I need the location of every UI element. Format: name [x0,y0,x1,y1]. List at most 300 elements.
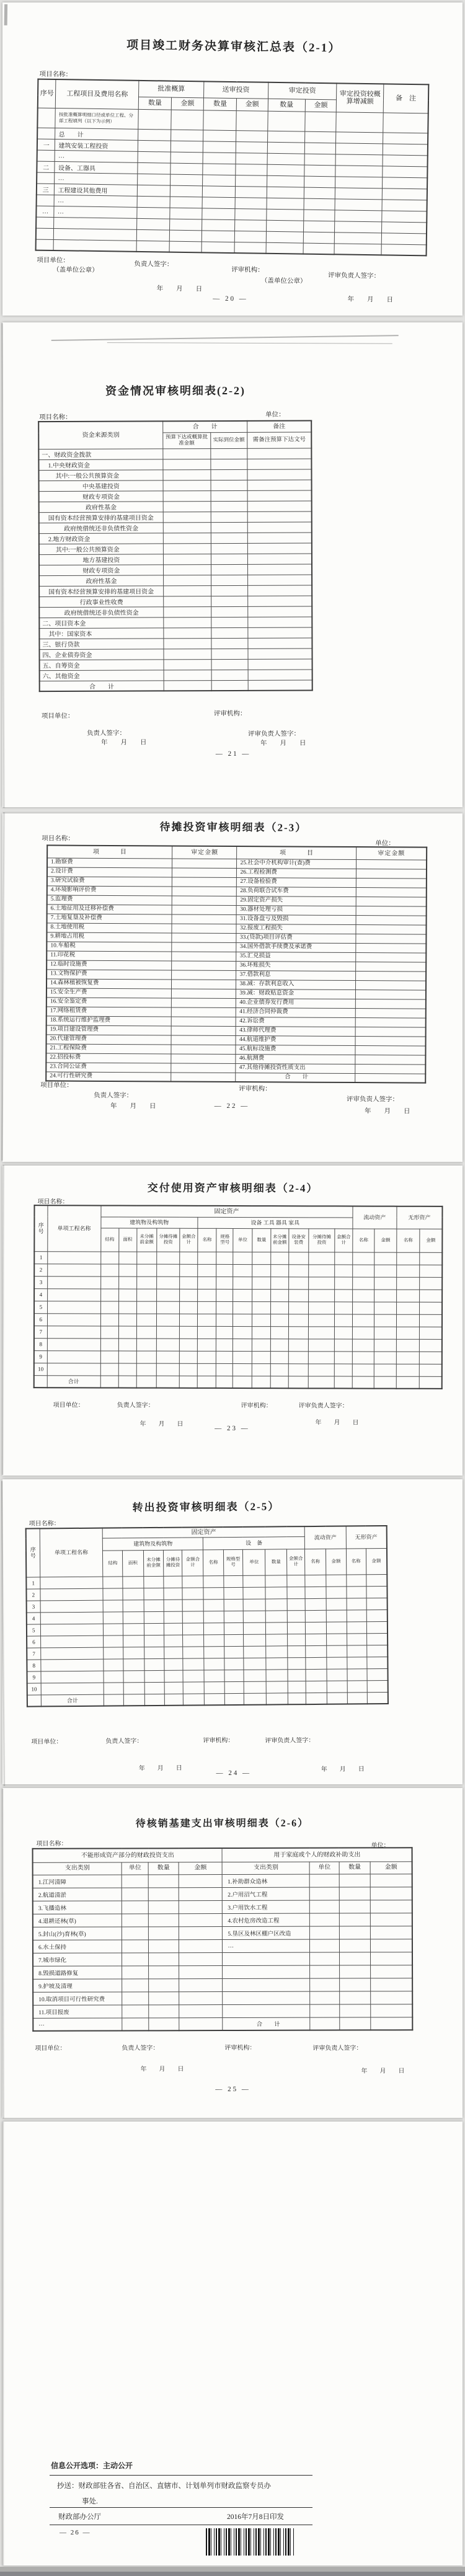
cell [265,1587,287,1598]
cell-item-left: 12.临时设施费 [46,960,172,970]
cell [266,1669,288,1681]
cell [149,1926,179,1939]
cell [204,1646,224,1658]
cell [216,1376,233,1388]
cell [336,131,383,143]
cell [163,511,211,522]
cell [327,1645,347,1657]
cell [211,659,248,670]
cell [236,164,267,175]
cell [233,1363,252,1376]
issue-date-label: 2016年7月8日印发 [227,2513,284,2521]
unit-of-measure-label: 单位： [375,840,395,848]
cell [180,1277,198,1289]
cell [170,197,203,208]
cell [310,2004,340,2017]
cell [163,606,211,617]
cell-name [47,1288,100,1301]
cell [383,112,428,133]
cell [211,448,247,459]
cell-category-right: 4.农村危房改造工程 [223,1913,310,1926]
cell [172,998,236,1007]
cell [137,185,170,197]
cell [252,1339,270,1351]
cell-item-left: 16.安全鉴定费 [46,997,172,1007]
cell [216,1351,233,1363]
col-header-unit: 单位 [122,1862,148,1874]
cell [172,979,236,989]
cell [163,533,211,543]
cell [164,638,211,648]
cell [308,1376,334,1388]
cell-source: 2.地方财政资金 [39,533,163,544]
cell [100,1350,118,1363]
date-label: 年 月 日 [156,285,203,293]
cell [339,1900,370,1913]
cell [172,858,237,868]
cell [339,1939,370,1952]
cell-item-right: 合 计 [236,1073,355,1082]
col-header-amt: 金额 [179,1862,222,1874]
cell-source: 国有资本经营预算安排的基建项目资金 [39,585,163,596]
cell-name: 合计 [47,1375,100,1388]
cell [247,511,311,522]
cell-item-right: 27.设备检验费 [237,877,356,887]
cell-item-left: 9.耕地占用税 [46,932,172,942]
cell [371,1939,412,1952]
table-row [39,554,312,565]
cell [270,1376,288,1388]
cell [202,230,235,242]
cell [339,1913,370,1926]
table-row [33,1978,412,1992]
date-label: 年 月 日 [138,1764,182,1773]
cell [346,1574,366,1586]
divider-line [50,2475,312,2476]
cell-name [47,1326,100,1338]
cell [381,221,427,233]
cell-name [47,1313,100,1326]
cell [216,1264,233,1277]
cell [288,1289,308,1301]
cell [347,1668,367,1680]
cell [100,1326,118,1338]
page-edge-shadow [2,1789,4,2118]
cell [356,943,426,953]
cell [123,1576,144,1588]
cell [288,1693,306,1704]
transferred-investment-table [25,1525,389,1707]
cell-seq [36,217,54,228]
cell [169,241,202,253]
cell [149,2017,179,2030]
cell [224,1634,244,1646]
col-header-seq: 序号 [34,1205,47,1251]
cell-source: 财政专项资金 [39,564,163,575]
cell [247,459,311,469]
table-row [33,1900,412,1914]
cell-category-left: 4.退耕还林(草) [33,1913,122,1926]
cell [335,1314,352,1326]
cell-seq: … [36,206,54,217]
cell [203,1587,224,1599]
cell [164,680,211,691]
cell [374,1364,397,1376]
col-header-group-right: 用于家庭或个人的财政补助支出 [223,1848,412,1862]
table-row [39,501,312,513]
col-header-asset-amt: 金额 [420,1229,443,1252]
cell-item-right: 32.报废工程损失 [236,924,356,934]
cell [397,1265,420,1277]
cell [163,564,211,575]
cell [356,934,426,944]
cell [122,1965,149,1978]
cell [211,511,247,522]
cell [309,1252,335,1264]
cell-source: 政府统借统还非负债性资金 [39,606,163,617]
page-number: — 23 — [215,1424,250,1433]
cell [170,208,203,219]
cell [183,1622,204,1634]
cell [163,490,211,501]
cell [100,1301,118,1313]
cell [335,165,383,177]
cell [233,1376,252,1388]
cell [335,232,382,244]
sign-label: 负责人签字： [122,2045,159,2052]
cell [420,1277,443,1290]
cell [248,585,312,596]
cell [204,1622,224,1634]
cell [172,895,237,905]
cell [356,1008,426,1018]
cell-item-left: 8.土地使用税 [46,923,172,932]
cell-source: 其中:一般公共预算资金 [38,469,162,480]
project-name-label: 项目名称： [37,1198,69,1206]
cell-item-right: 34.国外借款手续费及承诺费 [236,942,356,952]
cell [306,1622,327,1634]
cell [138,140,170,152]
cell [104,1682,124,1694]
cell [136,229,169,241]
cell-category-right: 2.户用沼气工程 [223,1887,310,1900]
cell [211,490,247,501]
page-title: 资金情况审核明细表(2-2) [105,384,246,397]
cell [211,501,247,511]
cell [340,2004,371,2017]
col-header-category: 支出类别 [33,1862,122,1874]
cell [288,1301,308,1314]
cell [248,617,312,627]
cell [266,242,304,254]
cell [327,1657,347,1669]
page-title: 待摊投资审核明细表（2-3） [159,821,308,834]
cell [100,1363,118,1375]
table-row [39,522,312,534]
cell [179,1376,197,1388]
cell [339,1874,370,1887]
cell-item-right: 28.负荷联合试车费 [237,887,356,896]
cell [198,1252,216,1264]
cell [252,1277,270,1289]
cell [339,1887,370,1900]
date-label: 年 月 日 [110,1102,156,1110]
col-header-amt: 金额 [171,97,204,110]
cell [170,130,203,141]
cell-name: 按批准概算明细口径或单位工程、分部工程填列（以下为示例） [55,108,138,129]
col-header-asset-amt: 金额 [326,1549,346,1575]
cell [366,1645,388,1657]
cell [248,554,312,564]
cell [136,1277,156,1289]
cell [347,1633,366,1645]
cell [169,230,202,242]
cell-seq [37,128,55,139]
cell [235,208,267,220]
cell [419,1376,442,1389]
sign-label: 负责人签字： [94,1092,133,1100]
cell [216,1277,233,1289]
writeoff-expenditure-table [32,1847,414,2032]
cell [266,1681,288,1693]
review-org-label: 评审机构： [213,710,247,718]
cell [144,1647,164,1658]
cell [236,110,268,131]
cell [309,1277,335,1289]
cell [211,606,247,617]
cell [326,1575,347,1587]
cell [170,141,203,153]
cell [265,1575,287,1587]
col-header-unit: 单位 [309,1862,339,1874]
table-row [33,1965,412,1979]
cell-item-right: 47.其他待摊投资性质支出 [236,1063,355,1073]
cell [244,1658,266,1670]
cell [352,1290,374,1302]
cell [310,1939,340,1952]
unit-label: 项目单位： [37,257,69,265]
cell-source: 其中：国家资本 [39,627,163,639]
cell-name [40,1588,104,1601]
cell-seq: 10 [34,1363,47,1375]
col-header-category: 支出类别 [223,1862,310,1874]
cell [248,627,312,638]
col-header-fixed-assets: 固定资产 [103,1526,305,1538]
cell [266,1622,288,1634]
page-title: 项目竣工财务决算审核汇总表（2-1） [126,38,342,55]
cell [308,1363,334,1376]
page-1 [2,2,463,316]
cell [271,1339,288,1351]
cell [203,130,236,141]
cell [309,1887,339,1900]
col-header-item: 项 目 [47,845,172,858]
cell [267,111,305,131]
cell [137,196,170,208]
cell [303,232,335,244]
cell-seq [37,172,55,184]
page-number: — 21 — [215,750,251,758]
review-sign-label: 评审负责人签字： [312,2045,363,2052]
cell [122,1874,148,1887]
cell-category-left: … [33,2017,122,2030]
table-row [39,627,312,639]
table-row [39,617,312,629]
cell [179,1965,223,1978]
cell [309,1900,339,1913]
cell [356,962,426,972]
col-header-asset-name: 名称 [305,1549,326,1575]
cell [335,187,383,199]
cell [179,1326,197,1339]
col-header-unit: 单位 [243,1549,265,1575]
table-row [39,511,312,523]
cell [204,1634,224,1646]
cell-name [54,217,137,229]
cell-source: 四、企业债券资金 [39,648,163,660]
col-header-amount-total: 金额合计 [180,1228,198,1252]
cell [203,174,236,186]
cell [243,1587,265,1599]
cell [179,1339,197,1351]
cell [271,1351,288,1363]
cell [355,1017,425,1027]
cell [356,999,426,1009]
cell-item-left: 18.系统运行维护监理费 [46,1016,172,1025]
cell [216,1289,233,1301]
col-header-alloc-share: 分摊待摊投资 [164,1550,183,1576]
cell [309,1289,335,1301]
cell [179,2017,223,2030]
cell-seq [34,1375,47,1388]
cell [118,1301,136,1314]
cell [171,1044,236,1054]
cell [164,1647,183,1658]
cell [396,1352,419,1364]
cell [118,1252,136,1264]
cell-item-left: 4.环境影响评价费 [47,885,172,895]
summary-table [35,79,430,257]
cell [122,1926,149,1939]
review-sign-label: 评审负责人签字： [347,1095,399,1104]
review-org-label: 评审机构： [241,1402,272,1410]
cell [179,1978,223,1991]
cell [308,1351,334,1363]
cell [198,1264,216,1277]
cell [204,1681,224,1693]
cell [100,1375,118,1388]
cell-item-right: 36.坏账损失 [236,961,356,971]
divider-line [50,2507,312,2508]
cell [183,1646,204,1658]
table-row [39,606,312,618]
col-header-spec: 规格型号 [223,1549,243,1575]
cell [144,1611,164,1623]
cell [244,1634,266,1646]
cell [202,197,235,208]
table-row [40,659,312,671]
cell [243,1611,265,1622]
cell-seq: 2 [34,1264,47,1276]
cell [157,1277,180,1289]
cell [236,153,267,164]
cell [122,2004,149,2017]
cell [156,1301,179,1314]
cell [216,1339,233,1351]
cell-source: 国有资本经营预算安排的基建项目资金 [39,511,163,523]
cell [352,1252,374,1265]
cell [156,1339,179,1351]
cell-name: … [55,172,138,185]
cell [310,1991,340,2004]
cell [149,1939,179,1952]
cell-item-left: 24.可行性研究费 [46,1071,171,1081]
cell [123,1647,144,1658]
cell [248,564,312,575]
cell [374,1352,397,1364]
cell [371,1952,412,1965]
project-name-label: 项目名称： [39,71,73,79]
cell-name [40,1600,104,1613]
cell [122,1991,149,2004]
cell [335,198,382,210]
cell [336,143,383,154]
cell [179,1900,222,1913]
cell [305,1575,326,1587]
review-org-label: 评审机构： [224,2044,256,2052]
cell [310,1952,340,1965]
cell [420,1290,443,1302]
cell [122,1952,149,1965]
cell [347,1598,366,1609]
cell [304,165,336,177]
cell [306,1634,327,1645]
cell [224,1575,244,1587]
cell [172,951,236,961]
cell [100,1251,118,1264]
cell-source: 其中:一般公共预算资金 [39,543,163,554]
cell [136,1339,156,1351]
scan-bottom-band-dark [0,2572,465,2576]
cell [164,648,211,659]
cell-seq: 4 [34,1288,47,1301]
table-row [34,1338,442,1352]
cell [172,932,236,942]
cell [172,877,237,887]
cell [137,207,170,219]
cell [381,232,427,244]
cell [305,1587,326,1598]
cell [266,1657,288,1669]
cell-category-left: 7.城市绿化 [33,1952,122,1965]
cell [180,1264,198,1277]
cell [164,1670,183,1682]
col-header-asset-name: 名称 [346,1548,366,1574]
cell [122,1939,149,1952]
unit-label: 项目单位： [41,712,74,720]
cell-item-left: 14.森林植被恢复费 [46,978,172,988]
cell [163,469,211,480]
cell [304,143,336,154]
cell [172,867,237,877]
cell-category-left: 8.毁损道路修复 [33,1965,122,1978]
project-name-label: 项目名称： [36,1840,68,1848]
cell [244,1646,266,1658]
cell-seq: 5 [27,1624,40,1635]
cell [347,1680,367,1692]
col-header-amt: 金额 [305,99,337,112]
cell-source: 二、项目资本金 [39,617,163,628]
